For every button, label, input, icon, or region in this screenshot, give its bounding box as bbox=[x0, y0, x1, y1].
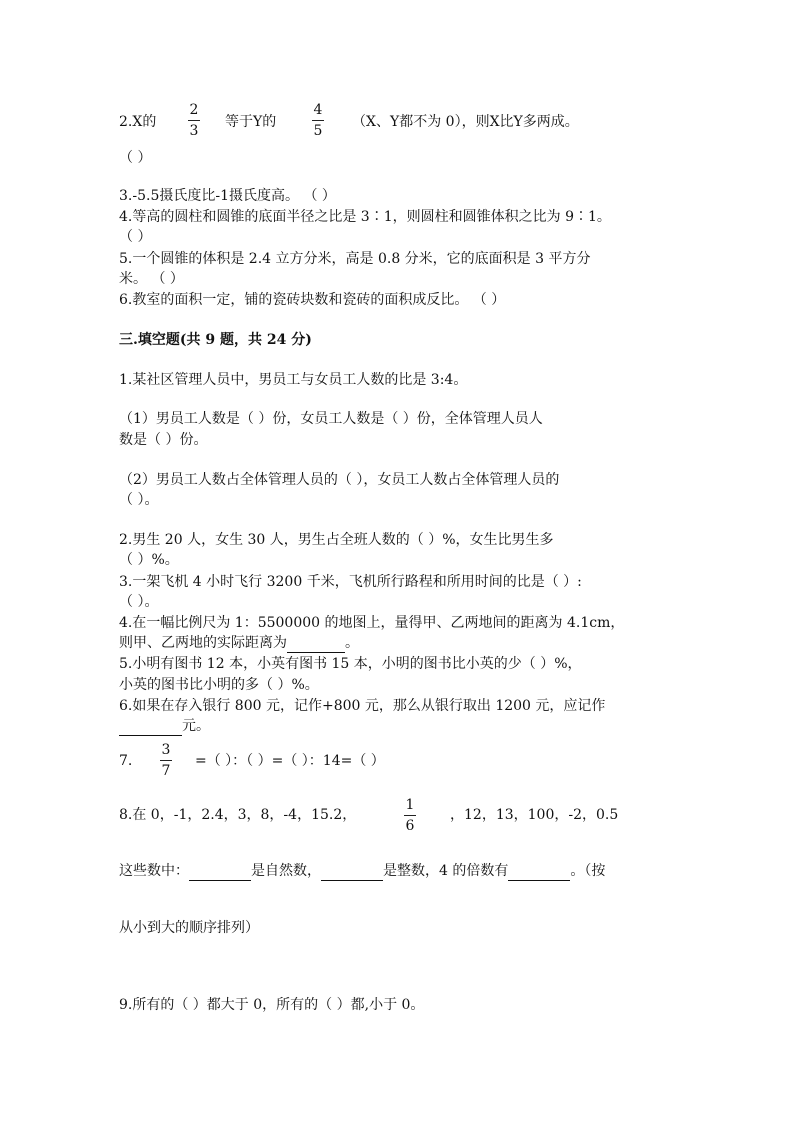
fill-q8-blank-integer[interactable] bbox=[321, 864, 383, 881]
fraction-numerator: 2 bbox=[189, 102, 199, 118]
judge-q4-answer[interactable]: （ ） bbox=[119, 229, 152, 245]
fill-q4-blank[interactable] bbox=[287, 636, 345, 653]
fill-q7-number: 7. bbox=[119, 753, 133, 769]
fill-q1-part2-line1: （2）男员工人数占全体管理人员的（ ），女员工人数占全体管理人员的 bbox=[119, 472, 560, 488]
fill-q6-line1: 6.如果在存入银行 800 元，记作+800 元，那么从银行取出 1200 元，应记作 bbox=[119, 698, 606, 714]
fraction-numerator: 3 bbox=[161, 742, 171, 758]
fill-q8-text-c: 是整数，4 的倍数有 bbox=[383, 863, 509, 879]
judge-q5-line2: 米。 （ ） bbox=[119, 271, 184, 287]
fraction-numerator: 1 bbox=[405, 797, 415, 813]
section-title-fill-in: 三.填空题(共 9 题，共 24 分) bbox=[119, 332, 312, 348]
fill-q3-line2: （ ）。 bbox=[119, 594, 159, 610]
fraction-bar bbox=[160, 760, 172, 761]
fill-q4-line2 bbox=[119, 633, 359, 653]
fraction-two-thirds bbox=[188, 102, 200, 139]
fill-q8-part-a: 8.在 0，-1，2.4，3，8，-4，15.2， bbox=[119, 807, 357, 823]
fill-q4-line1: 4.在一幅比例尺为 1：5500000 的地图上，量得甲、乙两地间的距离为 4.1cm， bbox=[119, 615, 625, 631]
fill-q5-line2: 小英的图书比小明的多（ ）%。 bbox=[119, 677, 319, 693]
fill-q7-equation: =（ ）：（ ）=（ ）：14=（ ） bbox=[195, 753, 385, 769]
fraction-denominator: 7 bbox=[161, 763, 171, 779]
judge-q2-part-a: 2.X的 bbox=[119, 114, 157, 130]
fill-q9: 9.所有的（ ）都大于 0，所有的（ ）都,小于 0。 bbox=[119, 997, 425, 1013]
fraction-denominator: 3 bbox=[189, 123, 199, 139]
fill-q8-text-b: 是自然数， bbox=[251, 863, 321, 879]
fill-q8-line2 bbox=[119, 861, 605, 881]
fill-q8-text-a: 这些数中： bbox=[119, 863, 189, 879]
fraction-three-sevenths bbox=[160, 742, 172, 779]
fill-q2-line1: 2.男生 20 人，女生 30 人，男生占全班人数的（ ）%，女生比男生多 bbox=[119, 532, 554, 548]
judge-q3: 3.-5.5摄氏度比-1摄氏度高。 （ ） bbox=[119, 188, 336, 204]
fraction-bar bbox=[312, 120, 324, 121]
judge-q2-line1 bbox=[119, 112, 156, 132]
fill-q8-part-b: ，12，13，100，-2，0.5 bbox=[450, 807, 619, 823]
fill-q5-line1: 5.小明有图书 12 本，小英有图书 15 本，小明的图书比小英的少（ ）%， bbox=[119, 656, 582, 672]
judge-q2-part-c: （X、Y都不为 0），则X比Y多两成。 bbox=[352, 114, 579, 130]
fill-q8-text-d: 。（按 bbox=[570, 863, 606, 879]
fraction-denominator: 5 bbox=[313, 123, 323, 139]
fraction-one-sixth bbox=[404, 797, 416, 834]
fill-q1-part1-line2: 数是（ ）份。 bbox=[119, 432, 208, 448]
fill-q1-part2-line2: （ ）。 bbox=[119, 492, 159, 508]
judge-q6: 6.教室的面积一定，铺的瓷砖块数和瓷砖的面积成反比。 （ ） bbox=[119, 292, 506, 308]
fill-q1-stem: 1.某社区管理人员中，男员工与女员工人数的比是 3:4。 bbox=[119, 372, 468, 388]
fill-q2-line2: （ ）%。 bbox=[119, 552, 179, 568]
fraction-bar bbox=[404, 815, 416, 816]
fraction-bar bbox=[188, 120, 200, 121]
judge-q2-answer[interactable]: （ ） bbox=[119, 150, 152, 166]
fill-q4-text: 则甲、乙两地的实际距离为 bbox=[119, 635, 287, 651]
fill-q8-blank-natural[interactable] bbox=[189, 864, 251, 881]
judge-q5-line1: 5.一个圆锥的体积是 2.4 立方分米，高是 0.8 分米，它的底面积是 3 平方分 bbox=[119, 251, 591, 267]
judge-q2-part-b: 等于Y的 bbox=[225, 114, 277, 130]
fill-q3-line1: 3.一架飞机 4 小时飞行 3200 千米，飞机所行路程和所用时间的比是（ ）: bbox=[119, 574, 582, 590]
fraction-four-fifths bbox=[312, 102, 324, 139]
fill-q6-blank[interactable] bbox=[119, 719, 182, 736]
fill-q6-unit: 元。 bbox=[182, 718, 210, 734]
fill-q8-blank-multiple[interactable] bbox=[508, 864, 570, 881]
fraction-numerator: 4 bbox=[313, 102, 323, 118]
fill-q8-line3: 从小到大的顺序排列） bbox=[119, 920, 259, 936]
fill-q4-period: 。 bbox=[345, 635, 359, 651]
fill-q1-part1-line1: （1）男员工人数是（ ）份，女员工人数是（ ）份，全体管理人员人 bbox=[119, 411, 543, 427]
fraction-denominator: 6 bbox=[405, 818, 415, 834]
judge-q4-line1: 4.等高的圆柱和圆锥的底面半径之比是 3∶1，则圆柱和圆锥体积之比为 9∶1。 bbox=[119, 209, 611, 225]
fill-q6-line2 bbox=[119, 716, 210, 736]
